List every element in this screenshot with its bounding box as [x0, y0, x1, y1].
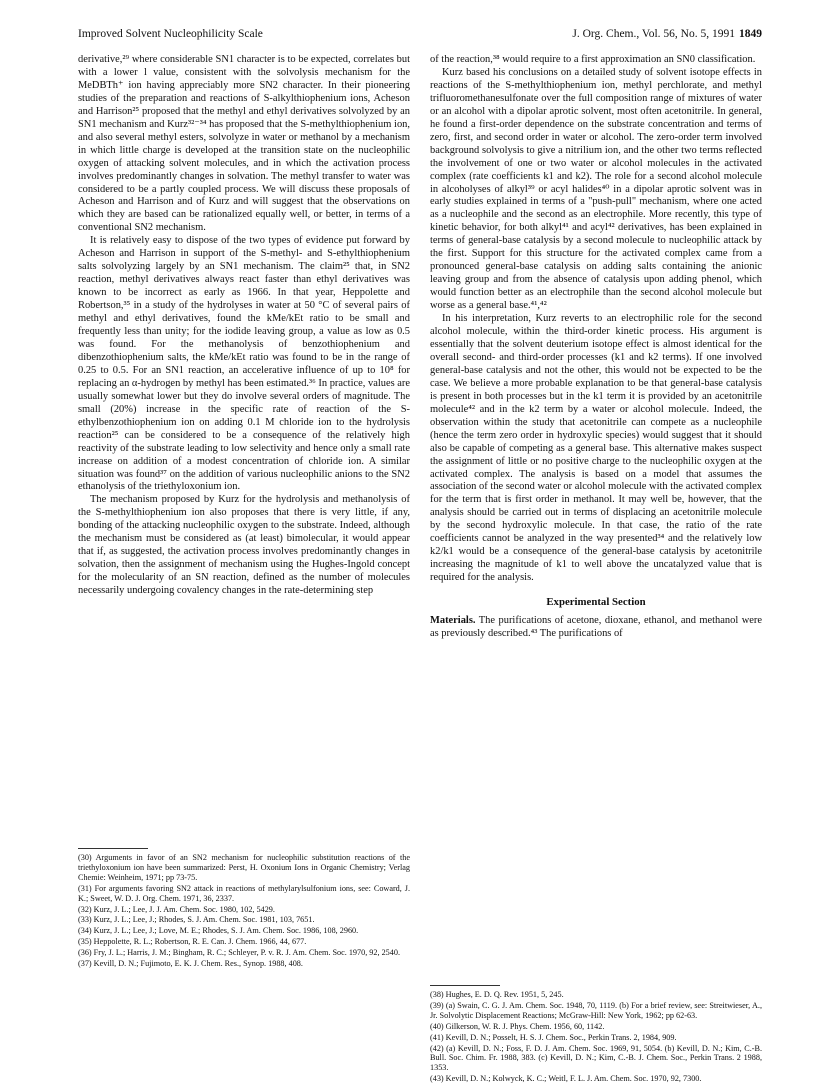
- materials-runin-heading: Materials.: [430, 615, 476, 627]
- left-paragraph-1: derivative,²⁹ where considerable SN1 character is to be expected, correlates but with a lower l value, consistent with the solvolysis mechanism for the MeDBTh⁺ ion having appreciably more SN2 character. In their pioneering studies of the preparation and reactions of S-alkylthiophenium ions, Acheson and Harrison²⁵ proposed that the methyl and ethyl derivatives solvolyzed by an SN1 mechanism and Kurz³²⁻³⁴ has proposed that the S-methylthiophenium ion, and also several methyl esters, solvolyze in water or methanol by a mechanism in which little charge is developed at the transition state on the nucleophilic oxygen of attacking solvent molecules, and in which the activation process involves predominantly changes in solvation. The methyl transfer to water was considered to be a partly coupled process. We will discuss these proposals of Acheson and Harrison and of Kurz and will suggest that the observations on which they are based can be rationalized equally well, or better, in terms of a conventional SN2 mechanism.: [78, 54, 410, 234]
- materials-text: The purifications of acetone, dioxane, ethanol, and methanol were as previously described.⁴³ The purifications of: [430, 615, 762, 639]
- footnote: (39) (a) Swain, C. G. J. Am. Chem. Soc. 1948, 70, 1119. (b) For a brief review, see: Streitwieser, A., Jr. Solvolytic Displacement Reactions; McGraw-Hill: New York, 1962; pp 62-63.: [430, 1000, 762, 1020]
- footnote: (30) Arguments in favor of an SN2 mechanism for nucleophilic substitution reactions of the triethyloxonium ion have been summarized: Perst, H. Oxonium Ions in Organic Chemistry; Verlag Chemie: Weinheim, 1971; pp 73-75.: [78, 853, 410, 882]
- footnote: (40) Gilkerson, W. R. J. Phys. Chem. 1956, 60, 1142.: [430, 1021, 605, 1031]
- right-column: [430, 54, 762, 641]
- footnote-rule: [430, 985, 500, 986]
- right-paragraph-3: In his interpretation, Kurz reverts to an electrophilic role for the second alcohol molecule, within the third-order kinetic process. His argument is essentially that the solvent deuterium isotope effect is almost identical for the overall second- and third-order processes (k1 and k2 terms). If one involved general-base catalysis and not the other, this would not be expected to be the case. We believe a more probable explanation to be that general-base catalysis is present in both processes but in the k1 term it is provided by an acetonitrile molecule⁴² and in the k2 term by a water or alcohol molecule. Indeed, the observation within the study that acetonitrile can compete as a nucleophile (hence the term zero order in hydroxylic species) would suggest that it should also be capable of competing as a general base. This alternative makes suspect the assignment of little or no positive charge to the nucleophilic oxygen at the activated complex. The analysis is based on a model that assumes the association of the second water or alcohol molecule with the activated complex for the term that is first order in methanol. It may well be, however, that the analysis should be carried out in terms of displacing an acetonitrile molecule by the second hydroxylic molecule. In that case, the ratio of the rate coefficients cannot be analyzed in the way presented³⁴ and the relatively low k2/k1 would be a consequence of the general-base catalysis by acetonitrile increasing the magnitude of k1 to well above the uncatalyzed value that is required for the analysis.: [430, 313, 762, 584]
- footnote: (32) Kurz, J. L.; Lee, J. J. Am. Chem. Soc. 1980, 102, 5429.: [78, 904, 275, 914]
- running-header: [78, 28, 762, 44]
- footnote: (41) Kevill, D. N.; Posselt, H. S. J. Chem. Soc., Perkin Trans. 2, 1984, 909.: [430, 1032, 677, 1042]
- header-page-number: 1849: [739, 28, 762, 40]
- footnote-rule: [78, 848, 148, 849]
- header-title: Improved Solvent Nucleophilicity Scale: [78, 28, 263, 40]
- footnote: (37) Kevill, D. N.; Fujimoto, E. K. J. Chem. Res., Synop. 1988, 408.: [78, 959, 303, 969]
- right-paragraph-2: Kurz based his conclusions on a detailed study of solvent isotope effects in reactions of the S-methylthiophenium ion, methyl perchlorate, and methyl trifluoromethanesulfonate over the full composition range of mixtures of water or an alcohol with a dipolar aprotic solvent, most often acetonitrile. In general, he found a first-order dependence on the substrate concentration and terms of zero, first, and second order in water or alcohol. The zero-order term involved background solvolysis to give a nitrilium ion, and the other two terms reflected the involvement of one or two water or alcohol molecules in the activated complex (rate coefficients k1 and k2). The role for a second alcohol molecule in alcoholyses of alkyl³⁹ or acyl halides⁴⁰ in a dipolar aprotic solvent was in early studies explained in terms of a "push-pull" mechanism, where one acted as a nucleophile and the second as an electrophile. More recently, this type of kinetic behavior, for both alkyl⁴¹ and acyl⁴² derivatives, has been explained in terms of general-base catalysis by a second molecule to nucleophilic attack by the first. Support for this structure for the activated complex came from a pronounced general-base catalysis on adding salts containing the anionic leaving group and from the absence of catalysis upon adding phenol, which would function better as an electrophile than the second alcohol molecule but worse as a general base.⁴¹,⁴²: [430, 66, 762, 312]
- right-paragraph-1: of the reaction,³⁸ would require to a first approximation an SN0 classification.: [430, 54, 756, 65]
- footnote: (33) Kurz, J. L.; Lee, J.; Rhodes, S. J. Am. Chem. Soc. 1981, 103, 7651.: [78, 915, 315, 925]
- footnote: (34) Kurz, J. L.; Lee, J.; Love, M. E.; Rhodes, S. J. Am. Chem. Soc. 1986, 108, 2960.: [78, 926, 359, 936]
- right-paragraph-materials: [430, 615, 762, 641]
- section-title: Experimental Section: [546, 596, 646, 609]
- footnote: (42) (a) Kevill, D. N.; Foss, F. D. J. Am. Chem. Soc. 1969, 91, 5054. (b) Kevill, D. N.; Kim, C.-B. Bull. Soc. Chim. Fr. 1988, 383. (c) Kevill, D. N.; Kim, C.-B. J. Chem. Soc., Perkin Trans. 2 1988, 1353.: [430, 1043, 762, 1073]
- footnote: (31) For arguments favoring SN2 attack in reactions of methylarylsulfonium ions, see: Coward, J. K.; Sweet, W. D. J. Org. Chem. 1971, 36, 2337.: [78, 883, 410, 903]
- footnote: (36) Fry, J. L.; Harris, J. M.; Bingham, R. C.; Schleyer, P. v. R. J. Am. Chem. Soc. 1970, 92, 2540.: [78, 948, 401, 958]
- left-paragraph-2: It is relatively easy to dispose of the two types of evidence put forward by Acheson and Harrison in support of the S-methyl- and S-ethylthiophenium salts solvolyzing largely by an SN1 mechanism. The claim²⁵ that, in SN2 reaction, methyl derivatives always react faster than ethyl derivatives was known to be incorrect as early as 1966. In that year, Heppolette and Robertson,³⁵ in a study of the hydrolyses in water at 50 °C of several pairs of methyl and ethyl derivatives, found the kMe/kEt ratio to be small and frequently less than unity; for the iodide leaving group, a value as low as 0.5 was found. For the methanolysis of benzothiophenium and dibenzothiophenium salts, the kMe/kEt ratio was found to be in the range of 0.25 to 0.5. For an SN1 reaction, an accelerative influence of up to 10⁸ for replacing an α-hydrogen by methyl has been estimated.³⁶ In practice, values are usually somewhat lower but they do involve several orders of magnitude. The small (20%) increase in the specific rate of reaction of the S-ethylbenzothiophenium ion on adding 0.1 M chloride ion to the hydrolysis reaction²⁵ can be considered to be a consequence of the relatively high reactivity of the substrate leading to low selectivity and hence only a small rate increase on addition of a modest concentration of chloride ion. A similar situation was found³⁷ on the addition of various nucleophilic anions to the SN2 ethanolysis of the triethyloxonium ion.: [78, 235, 410, 493]
- footnotes-left: [78, 848, 410, 970]
- footnote: (38) Hughes, E. D. Q. Rev. 1951, 5, 245.: [430, 990, 564, 999]
- footnotes-right: [430, 985, 762, 1085]
- left-column: [78, 54, 410, 598]
- header-journal-info: [572, 28, 762, 40]
- footnote: (43) Kevill, D. N.; Kolwyck, K. C.; Weitl, F. L. J. Am. Chem. Soc. 1970, 92, 7300.: [430, 1074, 702, 1084]
- header-journal: J. Org. Chem., Vol. 56, No. 5, 1991: [572, 28, 735, 40]
- left-paragraph-3: The mechanism proposed by Kurz for the hydrolysis and methanolysis of the S-methylthiophenium ion also proposes that there is very little, if any, bonding of the attacking nucleophilic oxygen to the substrate. Indeed, although the mechanism must be considered as (at least) bimolecular, it would appear that if, as suggested, the activation process involves predominantly changes in solvation, then the assignment of mechanism using the Hughes-Ingold concept for the molecularity of an SN reaction, defined as the number of molecules necessarily undergoing covalency changes in the rate-determining step: [78, 494, 410, 597]
- footnote: (35) Heppolette, R. L.; Robertson, R. E. Can. J. Chem. 1966, 44, 677.: [78, 937, 307, 947]
